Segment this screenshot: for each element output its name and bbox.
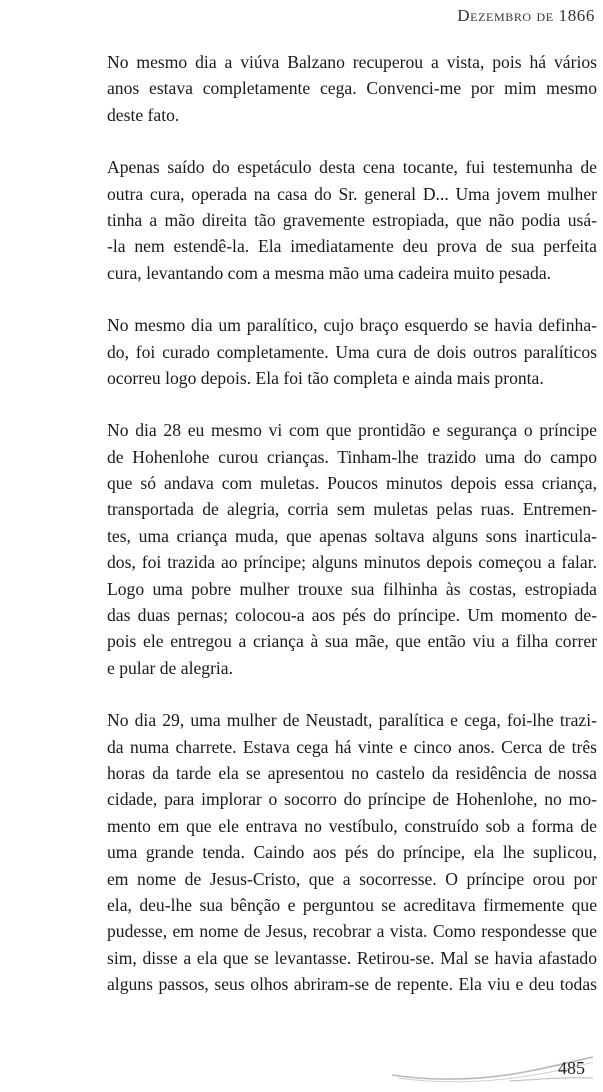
text-line: tinha a mão direita tão gravemente estropiada, que não podia usá- [107, 209, 597, 230]
paragraph-1 [107, 49, 597, 128]
text-line: ela, deu-lhe sua bênção e perguntou se acreditava firmemente que [107, 894, 597, 915]
text-line: No dia 28 eu mesmo vi com que prontidão e segurança o príncipe [107, 420, 597, 441]
text-line: No mesmo dia a viúva Balzano recuperou a vista, pois há vários [107, 52, 597, 72]
text-line: do, foi curado completamente. Uma cura de dois outros paralíticos [107, 341, 597, 362]
text-line: No dia 29, uma mulher de Neustadt, paralítica e cega, foi-lhe trazi- [107, 710, 597, 731]
page-number: 485 [558, 1058, 585, 1078]
text-line: pudesse, em nome de Jesus, recobrar a vista. Como respondesse que [107, 921, 597, 942]
text-line: -la nem estendê-la. Ela imediatamente deu prova de sua perfeita [107, 236, 597, 257]
text-line: pois ele entregou a criança à sua mãe, que então viu a filha correr [107, 631, 597, 652]
text-line: dos, foi trazida ao príncipe; alguns minutos depois começou a falar. [107, 552, 597, 573]
paragraph-3 [107, 312, 597, 391]
text-line: Logo uma pobre mulher trouxe sua filhinha às costas, estropiada [107, 578, 597, 599]
text-line: Apenas saído do espetáculo desta cena tocante, fui testemunha de [107, 157, 597, 178]
text-line: tes, uma criança muda, que apenas soltava alguns sons inarticula- [107, 525, 597, 546]
text-line: uma grande tenda. Caindo aos pés do príncipe, ela lhe suplicou, [107, 842, 597, 863]
text-line: outra cura, operada na casa do Sr. general D... Uma jovem mulher [107, 183, 597, 204]
text-line: horas da tarde ela se apresentou no castelo da residência de nossa [107, 762, 597, 783]
text-line: alguns passos, seus olhos abriram-se de repente. Ela viu e deu todas [107, 974, 597, 995]
text-line: que só andava com muletas. Poucos minutos depois essa criança, [107, 473, 597, 494]
text-line: cura, levantando com a mesma mão uma cadeira muito pesada. [107, 262, 552, 283]
paragraph-4 [107, 417, 597, 681]
text-line: de Hohenlohe curou crianças. Tinham-lhe trazido uma do campo [107, 446, 597, 467]
text-line: em nome de Jesus-Cristo, que a socorresse. O príncipe orou por [107, 868, 597, 889]
text-line: transportada de alegria, corria sem muletas pelas ruas. Entremen- [107, 499, 597, 520]
text-line: No mesmo dia um paralítico, cujo braço esquerdo se havia definha- [107, 315, 597, 336]
text-line: da numa charrete. Estava cega há vinte e cinco anos. Cerca de três [107, 736, 597, 757]
text-line: ocorreu logo depois. Ela foi tão completa e ainda mais pronta. [107, 367, 544, 388]
text-line: sim, disse a ela que se levantasse. Retirou-se. Mal se havia afastado [107, 947, 597, 968]
running-header: Dezembro de 1866 [457, 6, 595, 25]
text-line: deste fato. [107, 104, 180, 125]
text-line: cidade, para implorar o socorro do príncipe de Hohenlohe, no mo- [107, 789, 597, 810]
text-line: anos estava completamente cega. Convenci-me por mim mesmo [107, 78, 597, 99]
paragraph-5 [107, 707, 597, 997]
paragraph-2 [107, 154, 597, 286]
page-body [107, 49, 597, 1024]
text-line: mento em que ele entrava no vestíbulo, construído sob a forma de [107, 815, 597, 836]
text-line: e pular de alegria. [107, 657, 234, 678]
text-line: das duas pernas; colocou-a aos pés do príncipe. Um momento de- [107, 605, 597, 626]
